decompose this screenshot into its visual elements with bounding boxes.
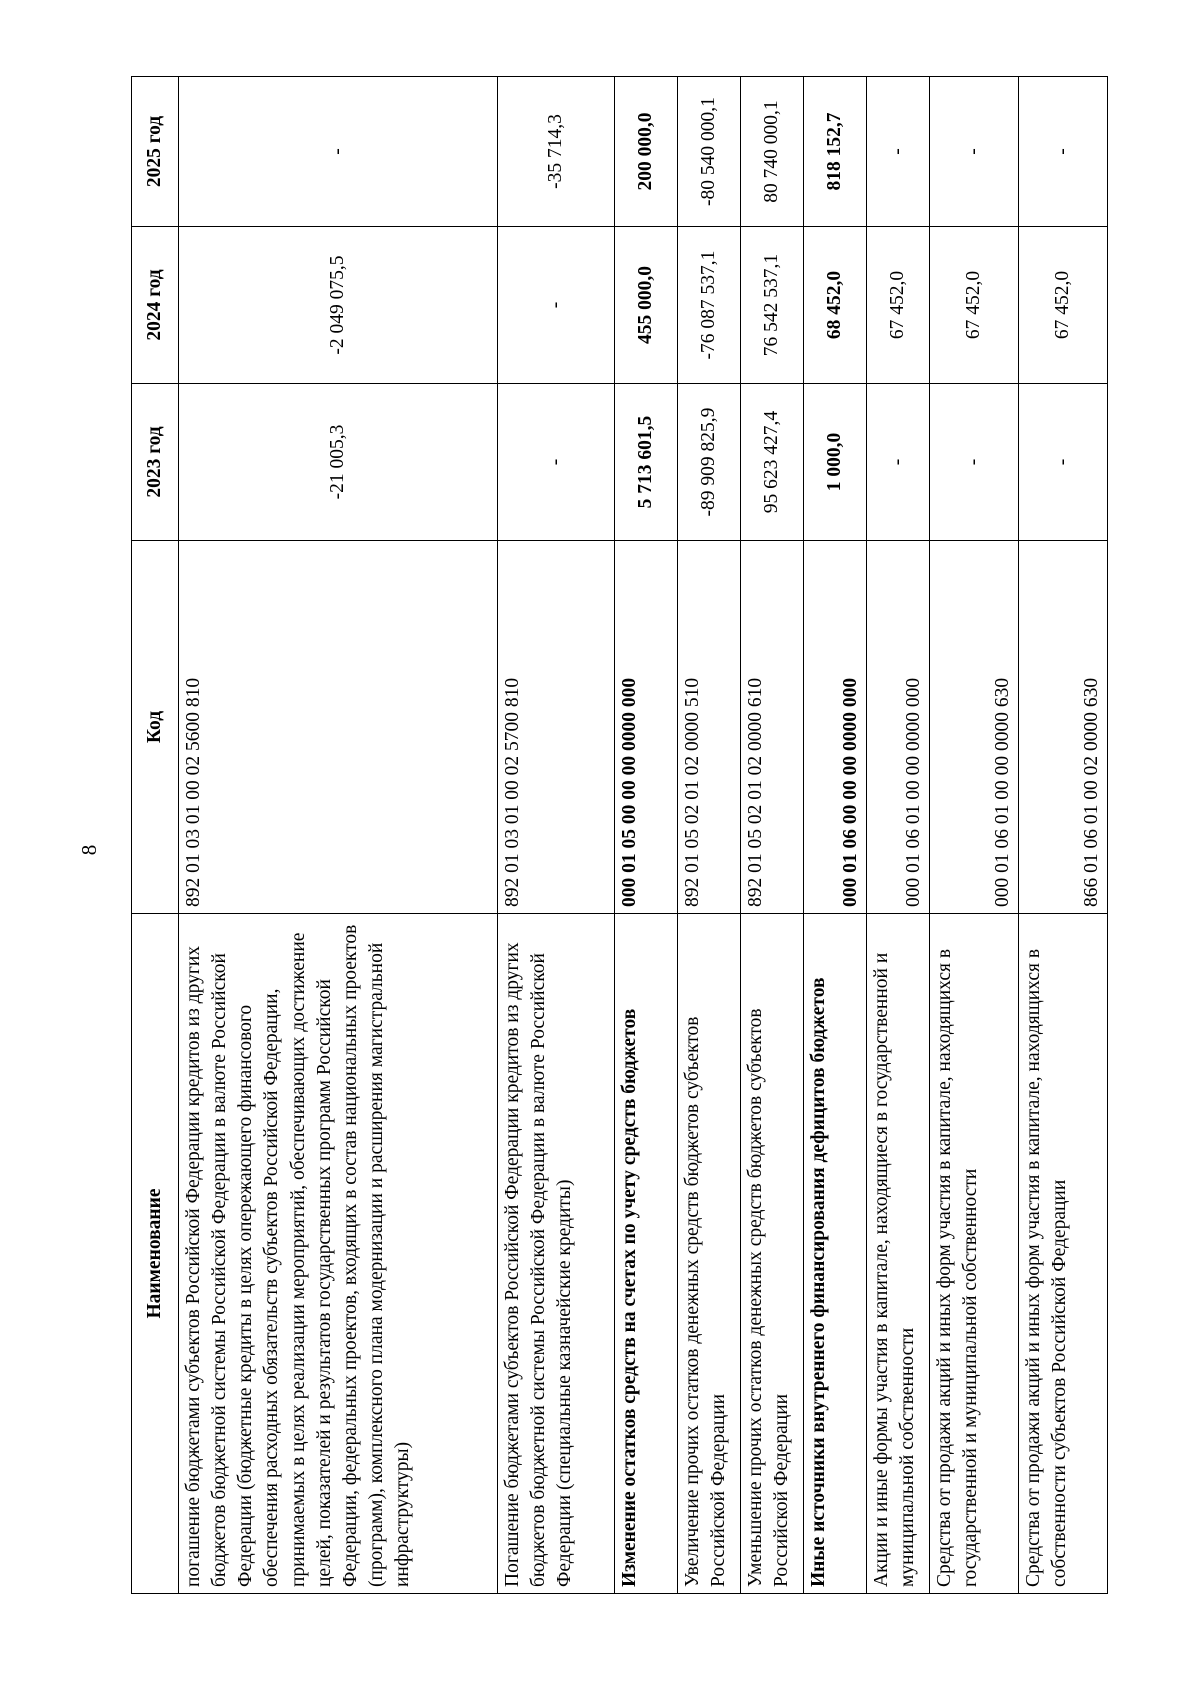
row-value-2025: -80 540 000,1 <box>678 77 741 227</box>
table-row <box>498 77 615 1594</box>
table-row <box>678 77 741 1594</box>
row-code: 000 01 06 00 00 00 0000 000 <box>804 541 867 914</box>
table-header-row <box>132 77 179 1594</box>
row-code: 000 01 06 01 00 00 0000 630 <box>930 541 1019 914</box>
row-name: Уменьшение прочих остатков денежных средств бюджетов субъектов Российской Федерации <box>741 914 804 1594</box>
row-value-2023: 1 000,0 <box>804 384 867 541</box>
header-2024: 2024 год <box>132 227 179 384</box>
table-row <box>804 77 867 1594</box>
row-value-2023: - <box>498 384 615 541</box>
row-code: 000 01 05 00 00 00 0000 000 <box>615 541 678 914</box>
table-row <box>867 77 930 1594</box>
table-row <box>179 77 498 1594</box>
header-name: Наименование <box>132 914 179 1594</box>
row-value-2024: -76 087 537,1 <box>678 227 741 384</box>
table-row <box>741 77 804 1594</box>
row-value-2025: -35 714,3 <box>498 77 615 227</box>
row-value-2023: - <box>867 384 930 541</box>
row-value-2023: -21 005,3 <box>179 384 498 541</box>
header-2023: 2023 год <box>132 384 179 541</box>
row-code: 892 01 03 01 00 02 5600 810 <box>179 541 498 914</box>
row-value-2023: 5 713 601,5 <box>615 384 678 541</box>
row-name: Изменение остатков средств на счетах по учету средств бюджетов <box>615 914 678 1594</box>
row-value-2024: 76 542 537,1 <box>741 227 804 384</box>
row-value-2024: 455 000,0 <box>615 227 678 384</box>
row-value-2023: - <box>930 384 1019 541</box>
row-value-2024: 67 452,0 <box>930 227 1019 384</box>
row-code: 892 01 05 02 01 02 0000 610 <box>741 541 804 914</box>
row-value-2025: - <box>867 77 930 227</box>
row-name: Погашение бюджетами субъектов Российской Федерации кредитов из других бюджетов бюджетной системы Российской Федерации в валюте Российской Федерации (специальные казначейские кредиты) <box>498 914 615 1594</box>
table-row <box>615 77 678 1594</box>
row-value-2025: - <box>930 77 1019 227</box>
row-name: Средства от продажи акций и иных форм участия в капитале, находящихся в собственности субъектов Российской Федерации <box>1019 914 1108 1594</box>
row-code: 892 01 03 01 00 02 5700 810 <box>498 541 615 914</box>
row-value-2024: 68 452,0 <box>804 227 867 384</box>
budget-sources-table <box>131 76 1108 1594</box>
row-code: 000 01 06 01 00 00 0000 000 <box>867 541 930 914</box>
row-value-2025: 80 740 000,1 <box>741 77 804 227</box>
row-value-2023: 95 623 427,4 <box>741 384 804 541</box>
row-value-2025: - <box>1019 77 1108 227</box>
row-value-2024: - <box>498 227 615 384</box>
row-value-2024: 67 452,0 <box>867 227 930 384</box>
page-number: 8 <box>77 844 101 856</box>
row-value-2024: 67 452,0 <box>1019 227 1108 384</box>
header-2025: 2025 год <box>132 77 179 227</box>
row-value-2025: 200 000,0 <box>615 77 678 227</box>
row-name: Иные источники внутреннего финансирования дефицитов бюджетов <box>804 914 867 1594</box>
header-code: Код <box>132 541 179 914</box>
row-value-2023: - <box>1019 384 1108 541</box>
table-row <box>1019 77 1108 1594</box>
row-value-2024: -2 049 075,5 <box>179 227 498 384</box>
row-value-2023: -89 909 825,9 <box>678 384 741 541</box>
row-code: 866 01 06 01 00 02 0000 630 <box>1019 541 1108 914</box>
row-code: 892 01 05 02 01 02 0000 510 <box>678 541 741 914</box>
row-value-2025: - <box>179 77 498 227</box>
row-name: Акции и иные формы участия в капитале, находящиеся в государственной и муниципальной собственности <box>867 914 930 1594</box>
rotated-table-container <box>131 77 1102 1594</box>
table-row <box>930 77 1019 1594</box>
row-name: Увеличение прочих остатков денежных средств бюджетов субъектов Российской Федерации <box>678 914 741 1594</box>
row-value-2025: 818 152,7 <box>804 77 867 227</box>
row-name: погашение бюджетами субъектов Российской Федерации кредитов из других бюджетов бюджетной системы Российской Федерации в валюте Российской Федерации (бюджетные кредиты в целях опережающего финансового обеспечения расходных обязательств субъектов Российской Федерации, принимаемых в целях реализации мероприятий, обеспечивающих достижение целей, показателей и результатов государственных программ Российской Федерации, федеральных проектов, входящих в состав национальных проектов (программ), комплексного плана модернизации и расширения магистральной инфраструктуры) <box>179 914 498 1594</box>
row-name: Средства от продажи акций и иных форм участия в капитале, находящихся в государственной и муниципальной собственности <box>930 914 1019 1594</box>
